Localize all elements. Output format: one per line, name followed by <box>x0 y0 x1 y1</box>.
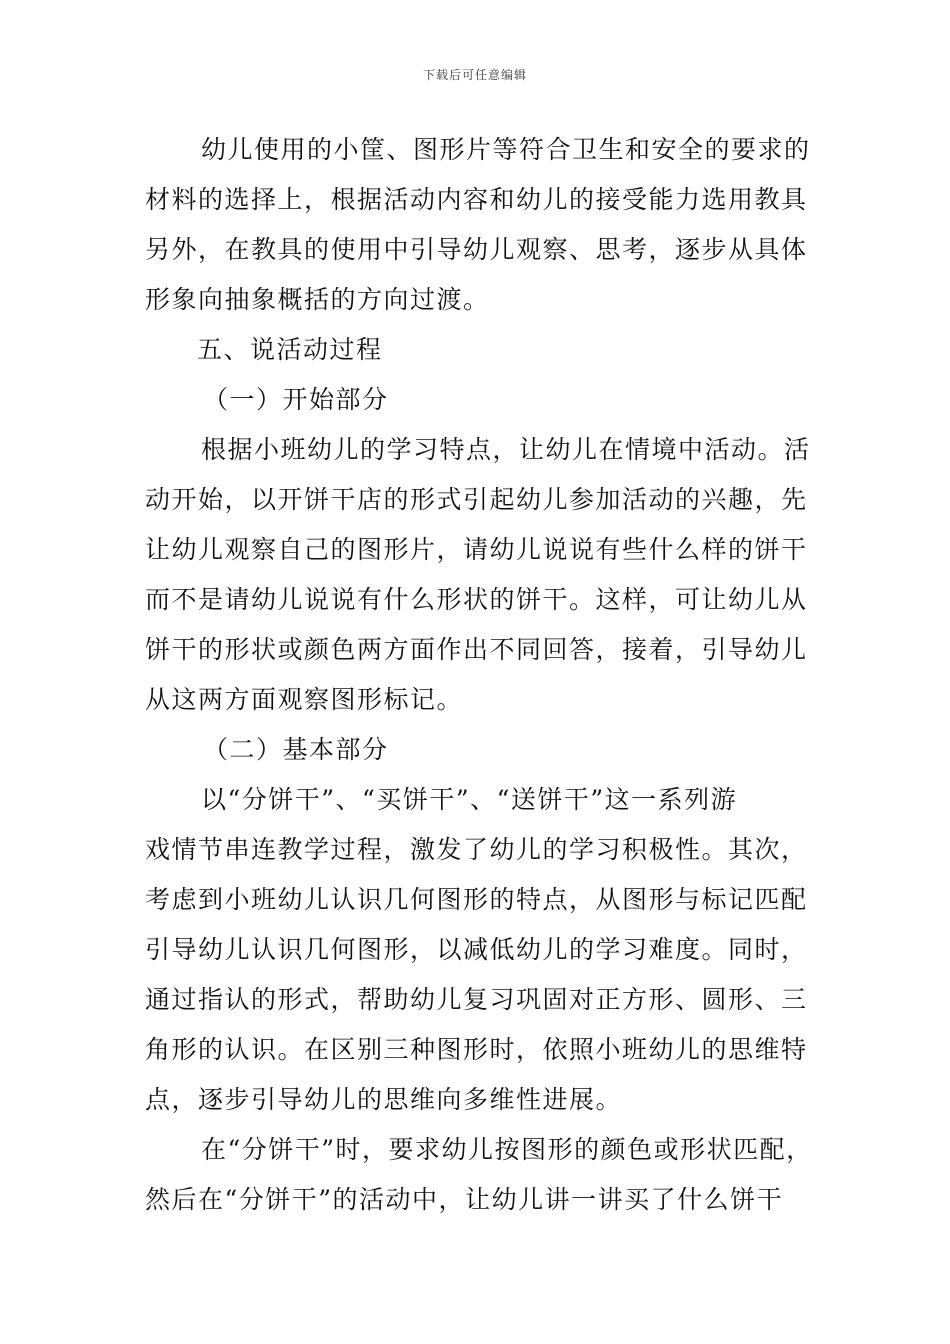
paragraph-line: 通过指认的形式，帮助幼儿复习巩固对正方形、圆形、三 <box>145 985 808 1014</box>
paragraph-line: 以“分饼干”、“买饼干”、“送饼干”这一系列游 <box>201 785 738 814</box>
subsection-heading: （一）开始部分 <box>203 385 389 414</box>
paragraph-line: 而不是请幼儿说说有什么形状的饼干。这样，可让幼儿从 <box>145 585 808 614</box>
paragraph-line: 引导幼儿认识几何图形，以减低幼儿的学习难度。同时， <box>145 935 808 964</box>
paragraph-line: 戏情节串连教学过程，激发了幼儿的学习积极性。其次， <box>145 835 808 864</box>
paragraph-line: 饼干的形状或颜色两方面作出不同回答，接着，引导幼儿 <box>145 635 808 664</box>
paragraph-line: 然后在“分饼干”的活动中，让幼儿讲一讲买了什么饼干 <box>145 1185 784 1214</box>
paragraph-line: 形象向抽象概括的方向过渡。 <box>145 285 490 314</box>
paragraph-line: 考虑到小班幼儿认识几何图形的特点，从图形与标记匹配 <box>145 885 808 914</box>
paragraph-line: 另外，在教具的使用中引导幼儿观察、思考，逐步从具体 <box>145 235 808 264</box>
paragraph-line: 材料的选择上，根据活动内容和幼儿的接受能力选用教具 <box>145 185 808 214</box>
section-heading: 五、说活动过程 <box>197 335 383 364</box>
paragraph-line: 点，逐步引导幼儿的思维向多维性进展。 <box>145 1085 623 1114</box>
document-body <box>145 125 815 1225</box>
paragraph-line: 角形的认识。在区别三种图形时，依照小班幼儿的思维特 <box>145 1035 808 1064</box>
paragraph-line: 根据小班幼儿的学习特点，让幼儿在情境中活动。活 <box>201 435 811 464</box>
paragraph-line: 幼儿使用的小筐、图形片等符合卫生和安全的要求的 <box>201 135 811 164</box>
paragraph-line: 让幼儿观察自己的图形片，请幼儿说说有些什么样的饼干 <box>145 535 808 564</box>
subsection-heading: （二）基本部分 <box>203 735 389 764</box>
paragraph-line: 从这两方面观察图形标记。 <box>145 685 464 714</box>
header-note: 下载后可任意编辑 <box>422 68 527 82</box>
paragraph-line: 在“分饼干”时，要求幼儿按图形的颜色或形状匹配， <box>201 1135 813 1164</box>
paragraph-line: 动开始，以开饼干店的形式引起幼儿参加活动的兴趣，先 <box>145 485 808 514</box>
